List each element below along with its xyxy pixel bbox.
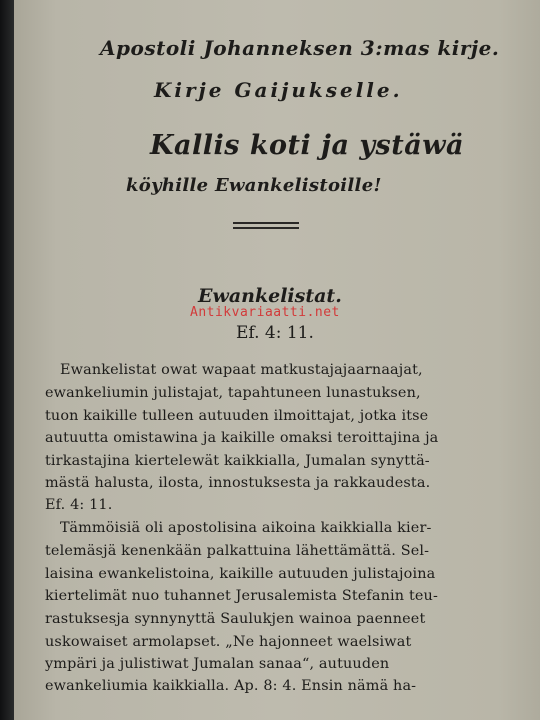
divider-rule-bottom xyxy=(233,227,299,229)
body-line: rastuksesja synnynyttä Saulukjen wainoa paenneet xyxy=(45,611,426,627)
body-line: mästä halusta, ilosta, innostuksesta ja rakkaudesta. xyxy=(45,475,431,491)
chapter-subtitle: köyhille Ewankelistoille! xyxy=(126,175,382,196)
body-line: kiertelimät nuo tuhannet Jerusalemista Stefanin teu- xyxy=(45,588,438,604)
body-line: tuon kaikille tulleen autuuden ilmoittajat, jotka itse xyxy=(45,408,429,424)
watermark-text: Antikvariaatti.net xyxy=(190,305,340,320)
epistle-subtitle: Kirje Gaijukselle. xyxy=(154,78,403,102)
body-line: Tämmöisiä oli apostolisina aikoina kaikkialla kier- xyxy=(60,520,432,536)
chapter-title: Kallis koti ja ystäwä xyxy=(150,130,464,161)
body-line: ewankeliumin julistajat, tapahtuneen lunastuksen, xyxy=(45,385,421,401)
body-line: Ewankelistat owat wapaat matkustajajaarnaajat, xyxy=(60,362,423,378)
body-line: telemäsjä kenenkään palkattuina lähettämättä. Sel- xyxy=(45,543,430,559)
book-page xyxy=(14,0,540,720)
body-line: laisina ewankelistoina, kaikille autuuden julistajoina xyxy=(45,566,436,582)
body-line: autuutta omistawina ja kaikille omaksi teroittajina ja xyxy=(45,430,439,446)
section-heading: Ewankelistat. xyxy=(198,285,342,307)
epistle-title: Apostoli Johanneksen 3:mas kirje. xyxy=(100,36,500,60)
book-gutter-shadow xyxy=(0,0,14,720)
body-line: ympäri ja julistiwat Jumalan sanaa“, autuuden xyxy=(45,656,390,672)
body-line: tirkastajina kiertelewät kaikkialla, Jumalan synyttä- xyxy=(45,453,430,469)
body-line: Ef. 4: 11. xyxy=(45,497,113,513)
divider-rule-top xyxy=(233,222,299,224)
body-line: uskowaiset armolapset. „Ne hajonneet waelsiwat xyxy=(45,634,412,650)
section-reference: Ef. 4: 11. xyxy=(236,323,314,343)
body-line: ewankeliumia kaikkialla. Ap. 8: 4. Ensin nämä ha- xyxy=(45,678,417,694)
